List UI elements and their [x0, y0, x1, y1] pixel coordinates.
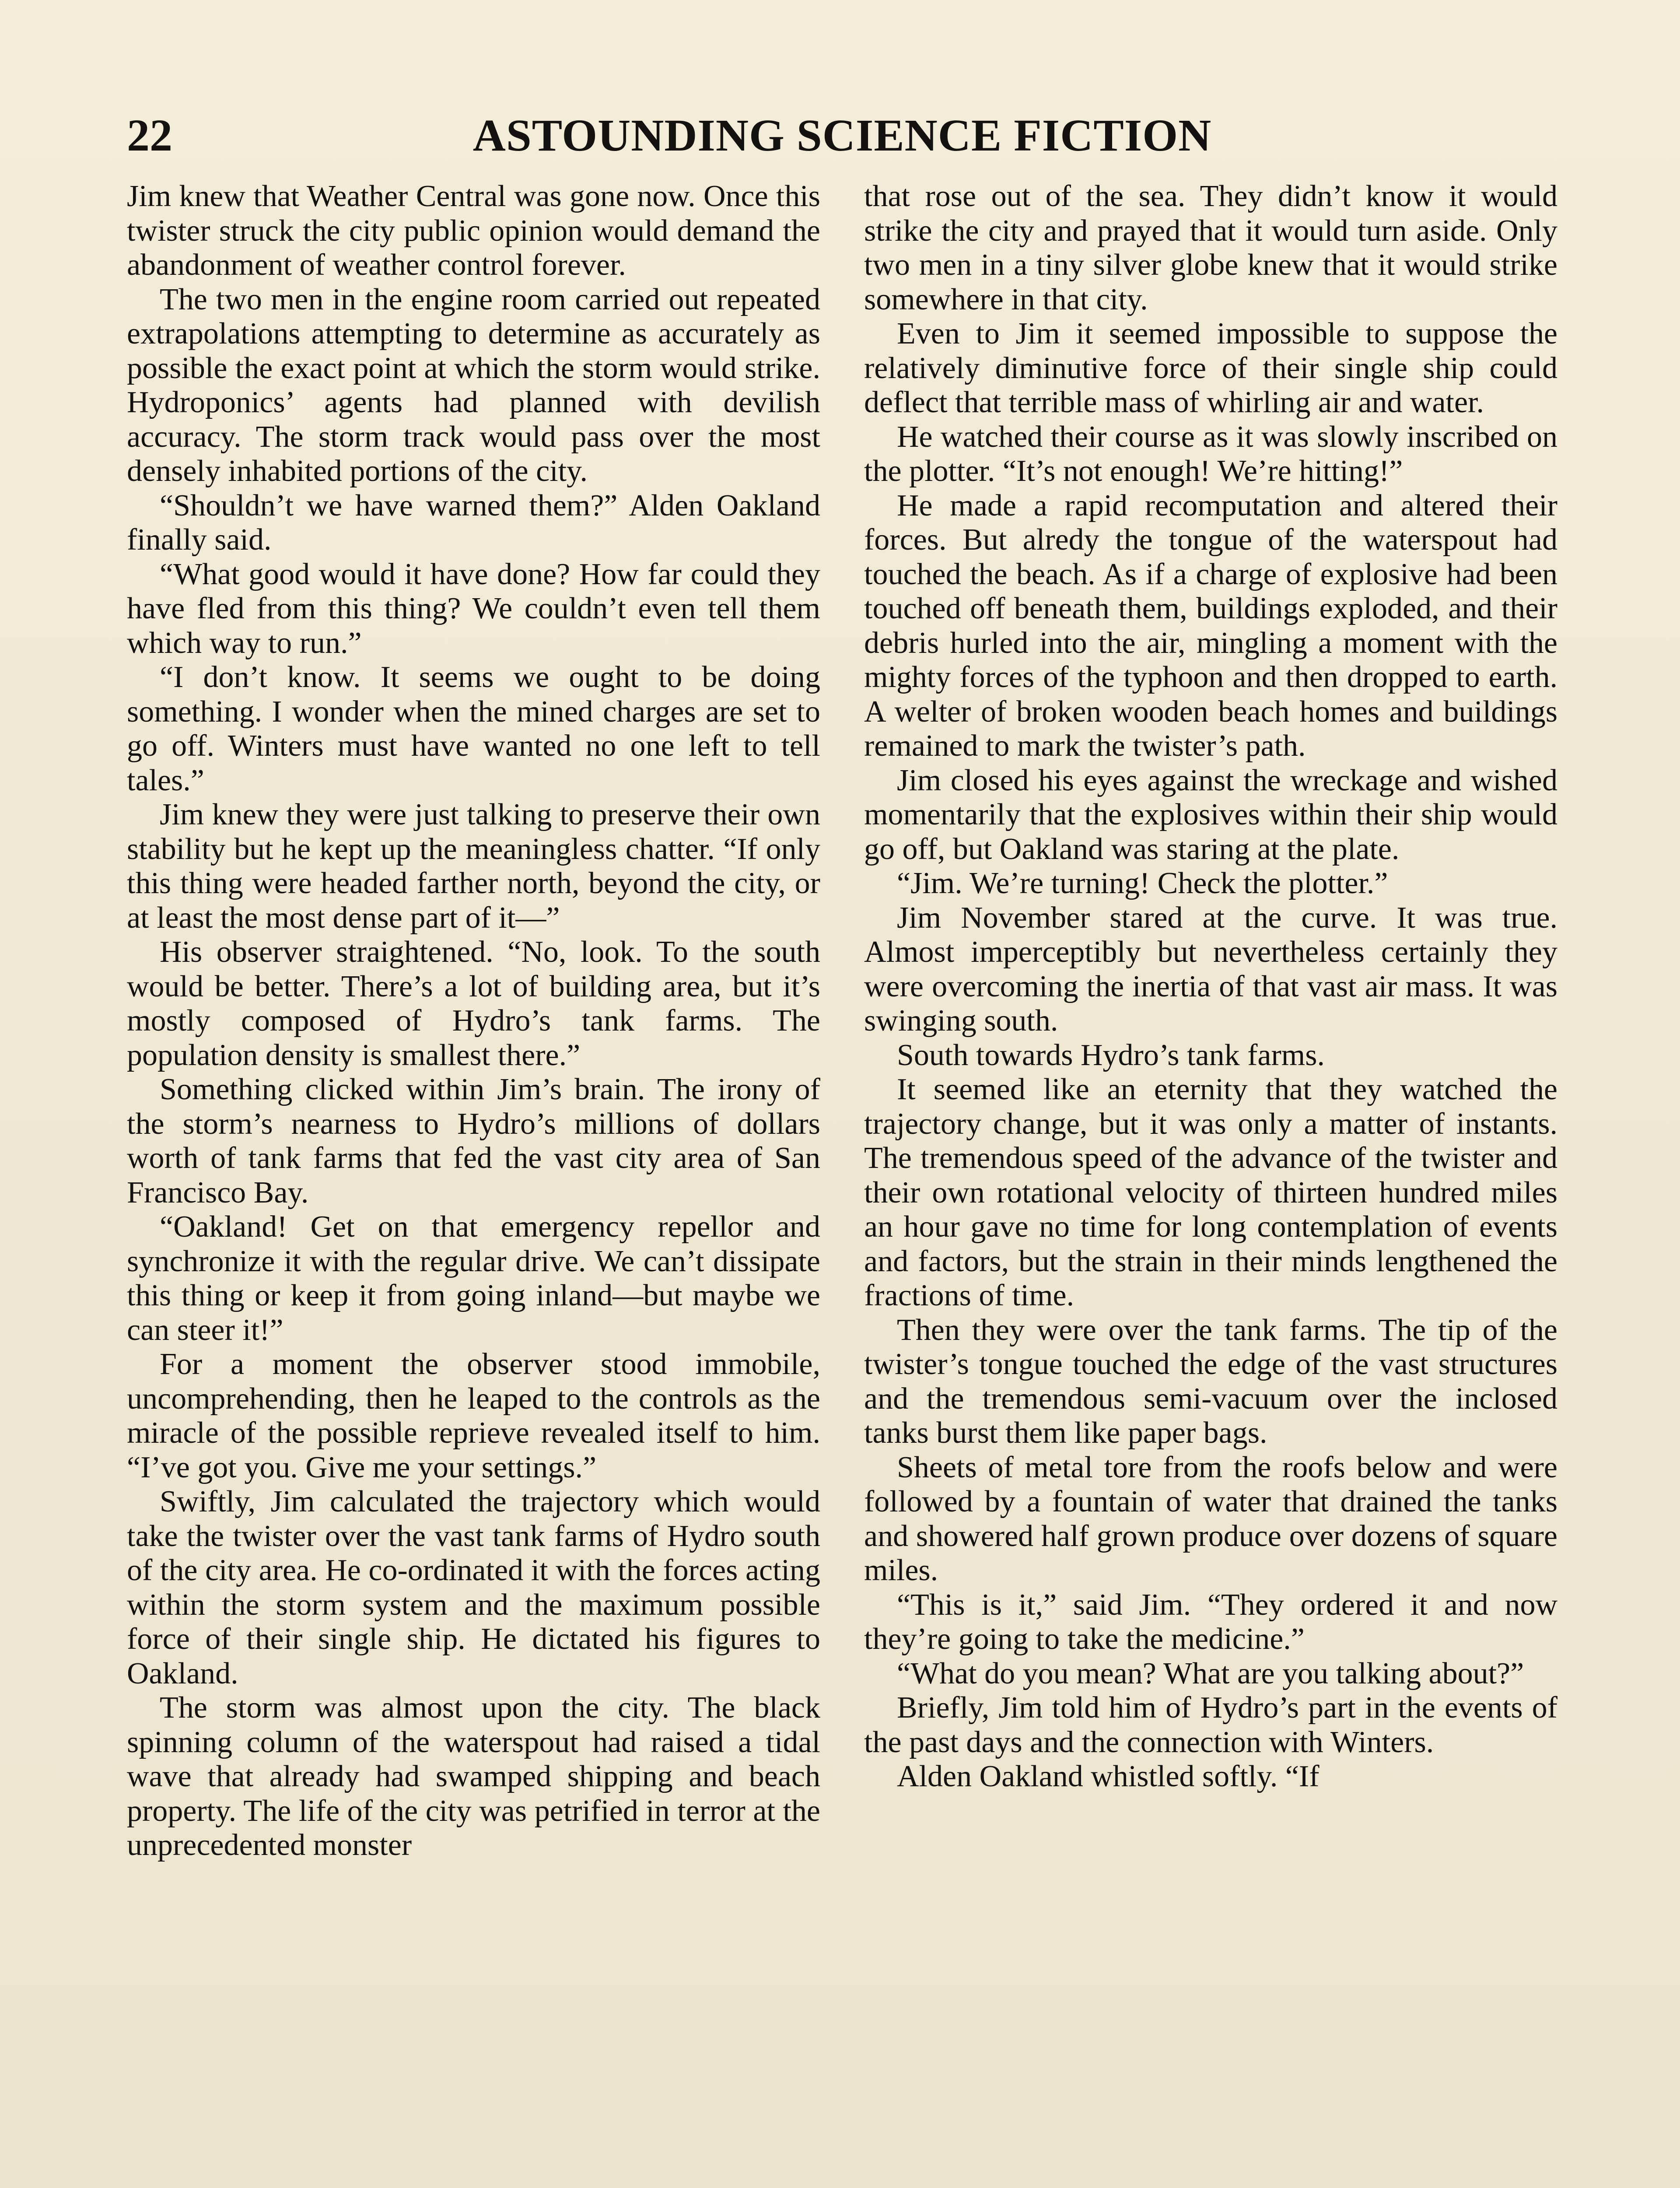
paragraph: Even to Jim it seemed impossible to suppose the relatively diminutive force of their single ship could deflect that terrible mass of whirling air and water. [864, 317, 1558, 419]
paragraph: It seemed like an eternity that they watched the trajectory change, but it was only a matter of instants. The tremendous speed of the advance of the twister and their own rotational velocity of thirteen hundred miles an hour gave no time for long contemplation of events and factors, but the strain in their minds lengthened the fractions of time. [864, 1073, 1558, 1312]
magazine-title: ASTOUNDING SCIENCE FICTION [472, 110, 1212, 161]
paragraph: He made a rapid recomputation and altered their forces. But alredy the tongue of the waterspout had touched the beach. As if a charge of explosive had been touched off beneath them, buildings exploded, and their debris hurled into the air, mingling a moment with the mighty forces of the typhoon and then dropped to earth. A welter of broken wooden beach homes and buildings remained to mark the twister’s path. [864, 488, 1558, 763]
paragraph: Jim November stared at the curve. It was true. Almost imperceptibly but nevertheless certainly they were overcoming the inertia of that vast air mass. It was swinging south. [864, 901, 1558, 1038]
paragraph: The storm was almost upon the city. The black spinning column of the waterspout had raised a tidal wave that already had swamped shipping and beach property. The life of the city was petrified in terror at the unprecedented monster [127, 1691, 820, 1862]
paragraph: that rose out of the sea. They didn’t know it would strike the city and prayed that it would turn aside. Only two men in a tiny silver globe knew that it would strike somewhere in that city. [864, 179, 1558, 316]
right-column [864, 179, 1558, 1794]
paragraph: “Oakland! Get on that emergency repellor and synchronize it with the regular drive. We can’t dissipate this thing or keep it from going inland—but maybe we can steer it!” [127, 1210, 820, 1347]
paragraph: “Jim. We’re turning! Check the plotter.” [897, 866, 1388, 900]
paragraph: “What do you mean? What are you talking about?” [897, 1656, 1524, 1690]
paragraph: South towards Hydro’s tank farms. [897, 1038, 1325, 1072]
paragraph: Then they were over the tank farms. The tip of the twister’s tongue touched the edge of the vast structures and the tremendous semi-vacuum over the inclosed tanks burst them like paper bags. [864, 1313, 1558, 1450]
paragraph: “Shouldn’t we have warned them?” Alden Oakland finally said. [127, 488, 820, 557]
paragraph: Briefly, Jim told him of Hydro’s part in the events of the past days and the connection with Winters. [864, 1691, 1558, 1759]
paragraph: The two men in the engine room carried out repeated extrapolations attempting to determine as accurately as possible the exact point at which the storm would strike. Hydroponics’ agents had planned with devilish accuracy. The storm track would pass over the most densely inhabited portions of the city. [127, 282, 820, 488]
paragraph: His observer straightened. “No, look. To the south would be better. There’s a lot of building area, but it’s mostly composed of Hydro’s tank farms. The population density is smallest there.” [127, 935, 820, 1072]
paragraph: Jim closed his eyes against the wreckage and wished momentarily that the explosives within their ship would go off, but Oakland was staring at the plate. [864, 763, 1558, 866]
paragraph: Something clicked within Jim’s brain. The irony of the storm’s nearness to Hydro’s millions of dollars worth of tank farms that fed the vast city area of San Francisco Bay. [127, 1073, 820, 1210]
paragraph: “This is it,” said Jim. “They ordered it and now they’re going to take the medicine.” [864, 1588, 1558, 1656]
paragraph: Alden Oakland whistled softly. “If [897, 1760, 1320, 1793]
paragraph: Swiftly, Jim calculated the trajectory which would take the twister over the vast tank farms of Hydro south of the city area. He co-ordinated it with the forces acting within the storm system and the maximum possible force of their single ship. He dictated his figures to Oakland. [127, 1485, 820, 1690]
page-header [127, 105, 1558, 166]
paragraph: “I don’t know. It seems we ought to be doing something. I wonder when the mined charges are set to go off. Winters must have wanted no one left to tell tales.” [127, 660, 820, 797]
paragraph: “What good would it have done? How far could they have fled from this thing? We couldn’t even tell them which way to run.” [127, 557, 820, 660]
paragraph: Jim knew they were just talking to preserve their own stability but he kept up the meaningless chatter. “If only this thing were headed farther north, beyond the city, or at least the most dense part of it—” [127, 798, 820, 935]
paragraph: For a moment the observer stood immobile, uncomprehending, then he leaped to the controls as the miracle of the possible reprieve revealed itself to him. “I’ve got you. Give me your settings.” [127, 1347, 820, 1484]
left-column [127, 179, 820, 1863]
paragraph: Jim knew that Weather Central was gone now. Once this twister struck the city public opinion would demand the abandonment of weather control forever. [127, 179, 820, 282]
paragraph: Sheets of metal tore from the roofs below and were followed by a fountain of water that drained the tanks and showered half grown produce over dozens of square miles. [864, 1450, 1558, 1587]
page-number: 22 [127, 110, 172, 161]
paragraph: He watched their course as it was slowly inscribed on the plotter. “It’s not enough! We’re hitting!” [864, 420, 1558, 488]
